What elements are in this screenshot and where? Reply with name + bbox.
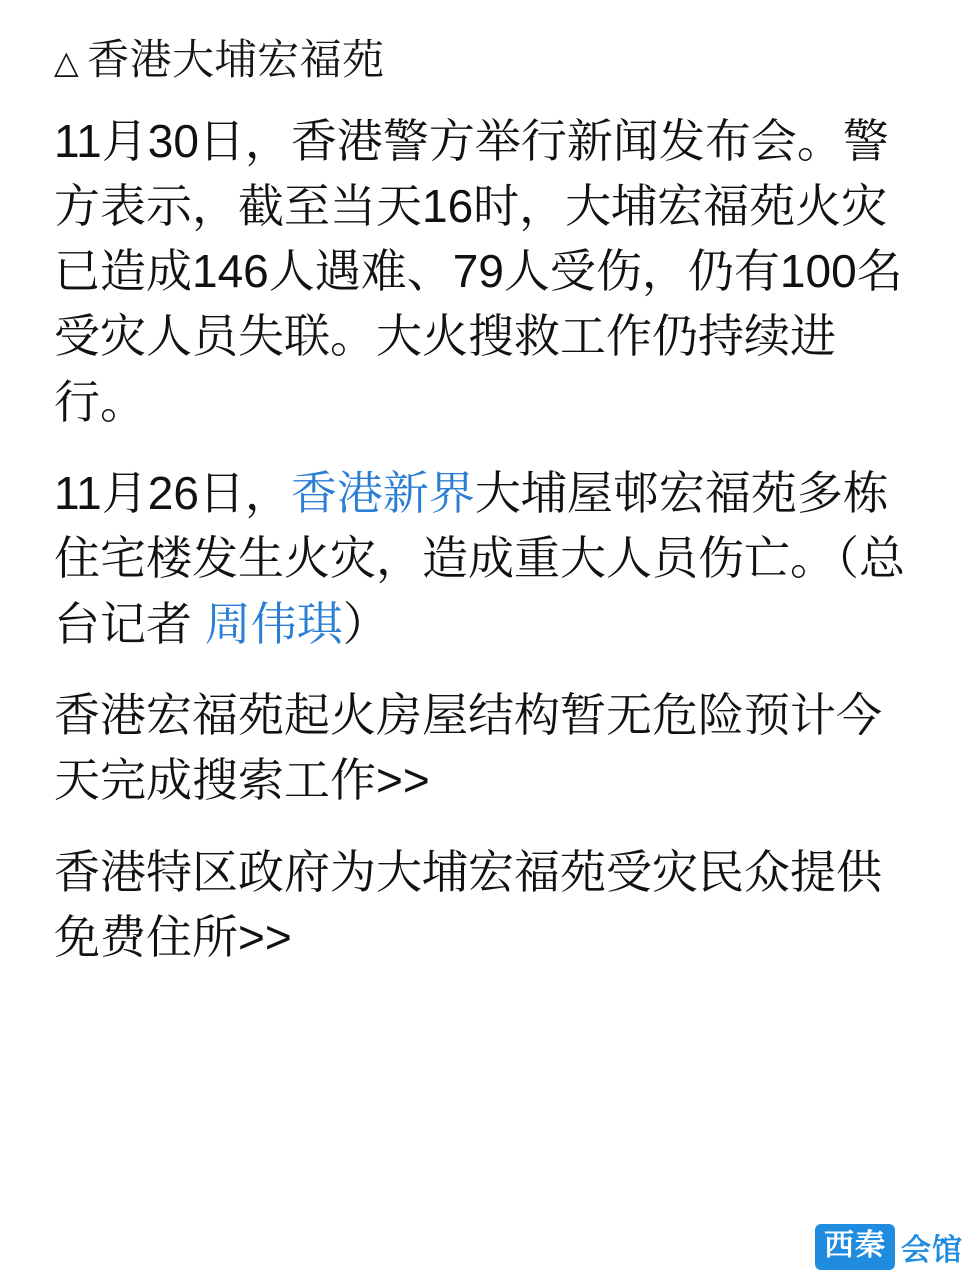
watermark	[815, 1224, 963, 1270]
paragraph-2-run-1: 11月26日，	[54, 467, 291, 520]
link-hong-kong-new-territories[interactable]: 香港新界	[290, 467, 475, 520]
paragraph-1	[54, 109, 923, 436]
triangle-bullet-icon: △	[54, 44, 80, 81]
watermark-text: 会馆	[901, 1234, 963, 1267]
page-title	[54, 34, 923, 87]
watermark-badge: 西秦	[815, 1224, 895, 1270]
paragraph-2-run-3: 大埔屋邨宏福苑多栋住宅楼发生火灾，造成重大人员伤亡。（总台记者	[54, 467, 905, 650]
related-link-2[interactable]	[54, 840, 923, 971]
related-link-1-text: 香港宏福苑起火房屋结构暂无危险预计今天完成搜索工作>>	[54, 689, 882, 807]
related-link-2-text: 香港特区政府为大埔宏福苑受灾民众提供免费住所>>	[54, 845, 882, 963]
paragraph-2-run-5: ）	[342, 597, 389, 650]
page-title-text: 香港大埔宏福苑	[87, 36, 385, 83]
paragraph-2	[54, 461, 923, 657]
link-reporter-name[interactable]: 周伟琪	[204, 597, 343, 650]
related-link-1[interactable]	[54, 683, 923, 814]
paragraph-1-text: 11月30日，香港警方举行新闻发布会。警方表示，截至当天16时，大埔宏福苑火灾已造成146人遇难、79人受伤，仍有100名受灾人员失联。大火搜救工作仍持续进行。	[54, 114, 903, 428]
